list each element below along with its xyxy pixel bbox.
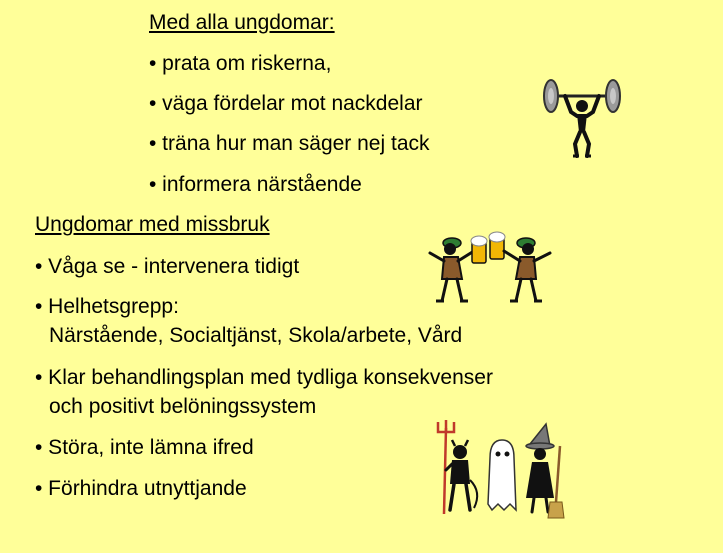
section1-item-3: • träna hur man säger nej tack — [149, 132, 430, 155]
section2-item-5: • Förhindra utnyttjande — [35, 477, 247, 500]
section1-heading: Med alla ungdomar: — [149, 11, 335, 34]
section2-item-2: • Helhetsgrepp: — [35, 295, 179, 318]
beer-toast-icon — [422, 229, 556, 305]
section2-item-4: • Störa, inte lämna ifred — [35, 436, 254, 459]
halloween-figures-icon — [430, 418, 568, 520]
weightlifter-icon — [541, 76, 623, 160]
section2-item-3-continuation: och positivt belöningssystem — [49, 395, 317, 418]
section2-item-2-continuation: Närstående, Socialtjänst, Skola/arbete, Vård — [49, 324, 463, 347]
section1-item-1: • prata om riskerna, — [149, 52, 332, 75]
section1-item-4: • informera närstående — [149, 173, 362, 196]
section1-item-2: • väga fördelar mot nackdelar — [149, 92, 423, 115]
section2-heading: Ungdomar med missbruk — [35, 213, 270, 236]
section2-item-3: • Klar behandlingsplan med tydliga konsekvenser — [35, 366, 493, 389]
section2-item-1: • Våga se - intervenera tidigt — [35, 255, 300, 278]
